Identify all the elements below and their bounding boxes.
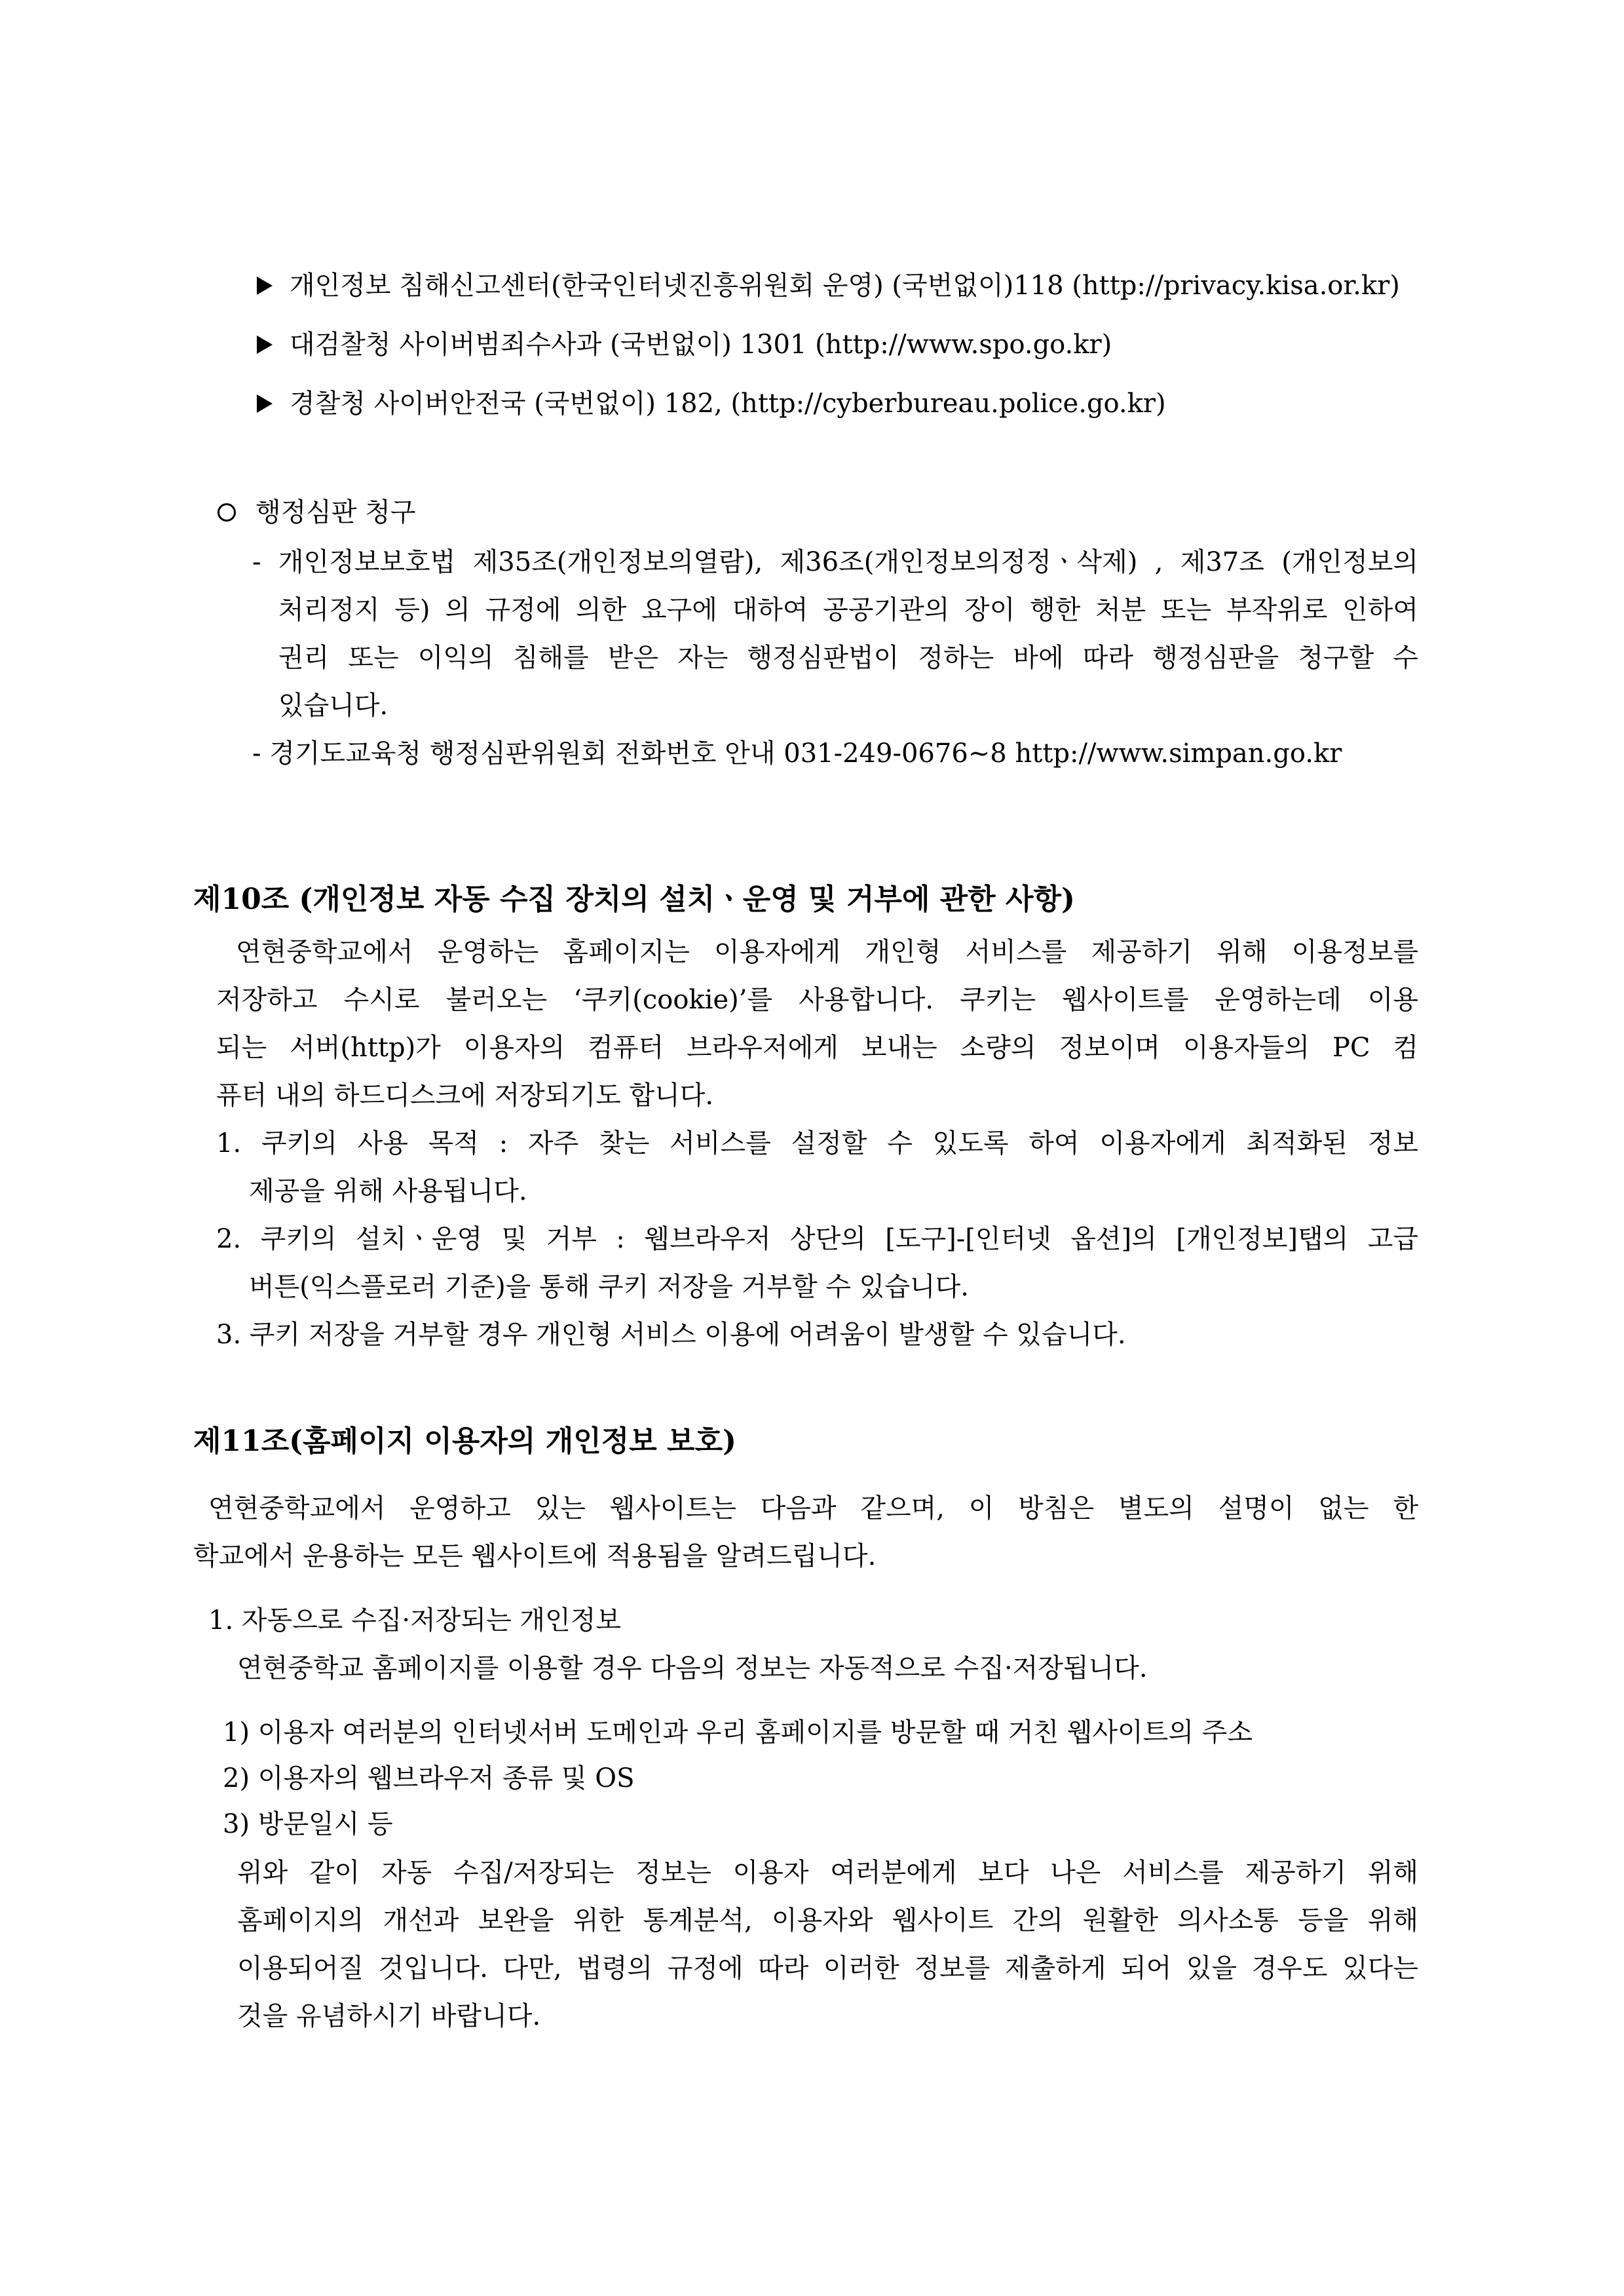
article11-list-item: 2) 이용자의 웹브라우저 종류 및 OS [223,1763,635,1793]
article10-item: 2. 쿠키의 설치ㆍ운영 및 거부 : 웹브라우저 상단의 [도구]-[인터넷 옵션]의 [개인정보]탭의 고급 [216,1224,1418,1254]
article10-item: 3. 쿠키 저장을 거부할 경우 개인형 서비스 이용에 어려움이 발생할 수 있습니다. [216,1320,1126,1350]
admin-appeal-contact: - 경기도교육청 행정심판위원회 전화번호 안내 031-249-0676~8 http://www.simpan.go.kr [252,738,1342,769]
article10-intro-line: 연현중학교에서 운영하는 홈페이지는 이용자에게 개인형 서비스를 제공하기 위해 이용정보를 [236,937,1418,967]
admin-appeal-line: - 개인정보보호법 제35조(개인정보의열람), 제36조(개인정보의정정ㆍ삭제) , 제37조 (개인정보의 [252,547,1418,577]
triangle-bullet-icon [257,335,273,354]
article11-heading: 제11조(홈페이지 이용자의 개인정보 보호) [193,1425,736,1458]
section-title: 행정심판 청구 [255,497,416,527]
agency-text: 대검찰청 사이버범죄수사과 (국번없이) 1301 (http://www.spo.go.kr) [290,330,1112,360]
agency-item-police [257,385,1166,422]
article10-intro-line: 퓨터 내의 하드디스크에 저장되기도 합니다. [216,1081,714,1111]
article10-item: 1. 쿠키의 사용 목적 : 자주 찾는 서비스를 설정할 수 있도록 하여 이용자에게 최적화된 정보 [216,1128,1418,1158]
article11-closing-line: 것을 유념하시기 바랍니다. [237,2001,541,2031]
admin-appeal-line: 있습니다. [278,691,388,721]
article10-item-cont: 제공을 위해 사용됩니다. [249,1176,527,1206]
article11-list-item: 3) 방문일시 등 [223,1809,393,1839]
article11-closing-line: 위와 같이 자동 수집/저장되는 정보는 이용자 여러분에게 보다 나은 서비스를 제공하기 위해 [237,1858,1418,1888]
triangle-bullet-icon [257,277,273,295]
article11-sub-title: 1. 자동으로 수집·저장되는 개인정보 [208,1605,621,1636]
article11-sub-desc: 연현중학교 홈페이지를 이용할 경우 다음의 정보는 자동적으로 수집·저장됩니다. [237,1653,1148,1683]
agency-item-spo [257,326,1112,363]
agency-item-kisa [257,267,1400,304]
article11-list-item: 1) 이용자 여러분의 인터넷서버 도메인과 우리 홈페이지를 방문할 때 거친 웹사이트의 주소 [223,1717,1253,1748]
article11-closing-line: 홈페이지의 개선과 보완을 위한 통계분석, 이용자와 웹사이트 간의 원활한 의사소통 등을 위해 [237,1905,1418,1936]
article10-heading: 제10조 (개인정보 자동 수집 장치의 설치ㆍ운영 및 거부에 관한 사항) [193,883,1075,916]
article11-intro-line: 연현중학교에서 운영하고 있는 웹사이트는 다음과 같으며, 이 방침은 별도의 설명이 없는 한 [208,1493,1418,1523]
agency-text: 개인정보 침해신고센터(한국인터넷진흥위원회 운영) (국번없이)118 (http://privacy.kisa.or.kr) [290,271,1400,301]
article11-intro-line: 학교에서 운용하는 모든 웹사이트에 적용됨을 알려드립니다. [193,1541,877,1571]
article10-item-cont: 버튼(익스플로러 기준)을 통해 쿠키 저장을 거부할 수 있습니다. [249,1272,969,1302]
circle-bullet-icon [217,503,236,522]
admin-appeal-title [217,494,416,531]
admin-appeal-line: 권리 또는 이익의 침해를 받은 자는 행정심판법이 정하는 바에 따라 행정심판을 청구할 수 [278,643,1418,673]
article10-intro-line: 되는 서버(http)가 이용자의 컴퓨터 브라우저에게 보내는 소량의 정보이며 이용자들의 PC 컴 [216,1033,1418,1063]
triangle-bullet-icon [257,394,273,413]
agency-text: 경찰청 사이버안전국 (국번없이) 182, (http://cyberbureau.police.go.kr) [290,389,1166,419]
article10-intro-line: 저장하고 수시로 불러오는 ‘쿠키(cookie)’를 사용합니다. 쿠키는 웹사이트를 운영하는데 이용 [216,985,1418,1015]
article11-closing-line: 이용되어질 것입니다. 다만, 법령의 규정에 따라 이러한 정보를 제출하게 되어 있을 경우도 있다는 [237,1953,1418,1983]
admin-appeal-line: 처리정지 등) 의 규정에 의한 요구에 대하여 공공기관의 장이 행한 처분 또는 부작위로 인하여 [278,595,1418,625]
